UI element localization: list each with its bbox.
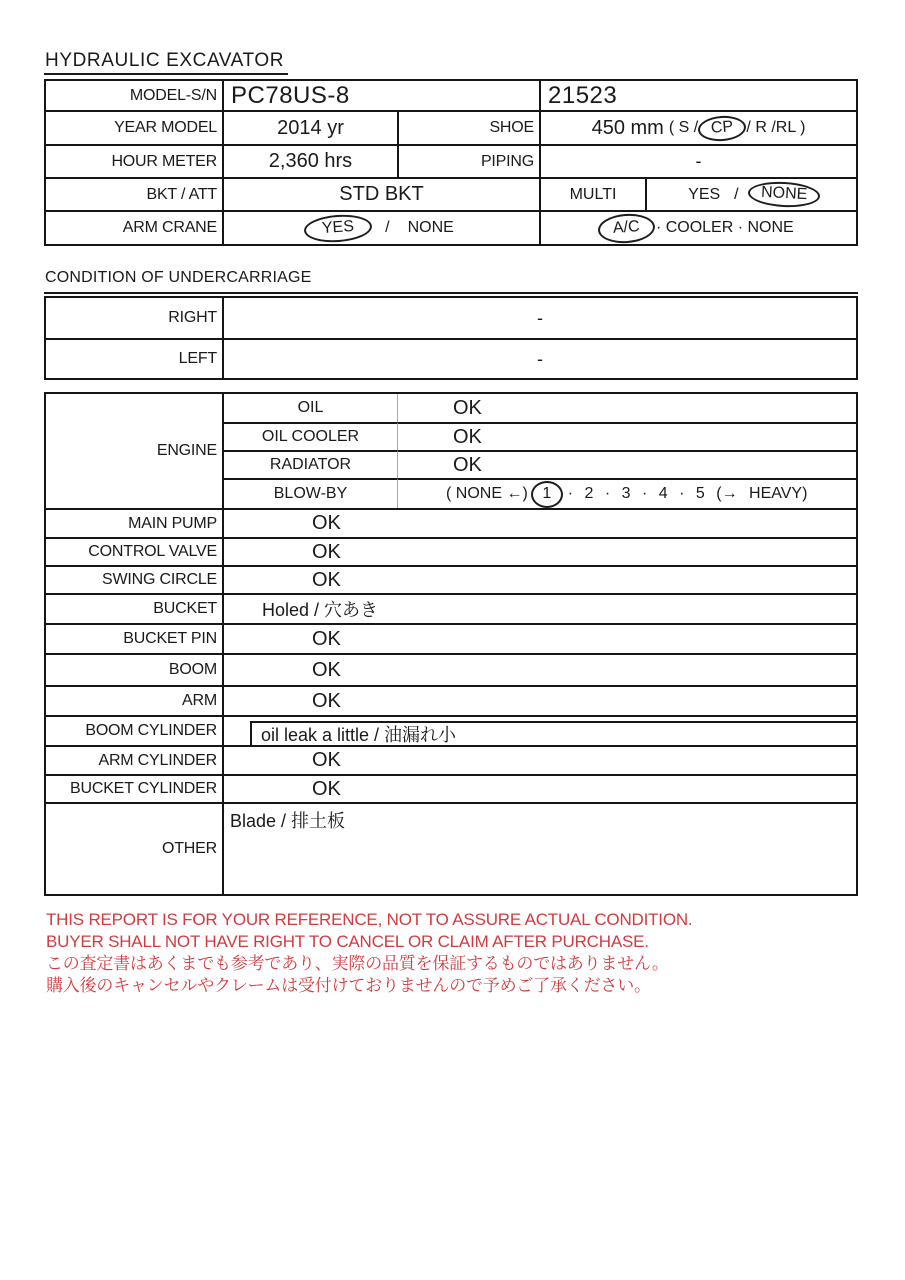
spec-table [44, 79, 858, 246]
model-value: PC78US-8 [222, 81, 539, 110]
bucket-cylinder-value: OK [222, 774, 856, 802]
undercarriage-left-label: LEFT [46, 338, 222, 378]
engine-label: ENGINE [156, 442, 217, 459]
arm-value: OK [222, 685, 856, 715]
bucket-cylinder-label: BUCKET CYLINDER [46, 774, 222, 802]
engine-blowby-scale [397, 478, 856, 508]
undercarriage-right-value: - [222, 298, 856, 338]
multi-label: MULTI [539, 177, 645, 210]
ac-cooler-value [539, 210, 856, 244]
arm-crane-label: ARM CRANE [46, 210, 222, 244]
boom-cylinder-label: BOOM CYLINDER [46, 715, 222, 745]
hour-meter-value: 2,360 hrs [222, 144, 397, 177]
arm-crane-option-none: NONE [407, 219, 454, 236]
multi-separator: / [734, 185, 739, 203]
arm-crane-value [222, 210, 539, 244]
circle-annotation-ac: A/C [597, 212, 656, 245]
engine-radiator-label: RADIATOR [222, 450, 397, 478]
bucket-pin-label: BUCKET PIN [46, 623, 222, 653]
shoe-label: SHOE [397, 110, 539, 144]
year-model-value: 2014 yr [222, 110, 397, 144]
engine-blowby-label: BLOW-BY [222, 478, 397, 508]
bkt-att-value: STD BKT [222, 177, 539, 210]
shoe-value [539, 110, 856, 144]
undercarriage-table [44, 296, 858, 380]
serial-value: 21523 [539, 81, 856, 110]
engine-oil-value: OK [397, 394, 856, 422]
boom-value: OK [222, 653, 856, 685]
shoe-size: 450 mm [591, 116, 664, 139]
arm-label: ARM [46, 685, 222, 715]
disclaimer-line-2: BUYER SHALL NOT HAVE RIGHT TO CANCEL OR CLAIM AFTER PURCHASE. [46, 932, 649, 951]
document [44, 50, 858, 997]
main-pump-label: MAIN PUMP [46, 508, 222, 537]
circle-annotation-multi-none: NONE [747, 180, 820, 209]
year-model-label: YEAR MODEL [46, 110, 222, 144]
disclaimer-line-3: この査定書はあくまでも参考であり、実際の品質を保証するものではありません。 [46, 954, 669, 973]
control-valve-value: OK [222, 537, 856, 565]
other-label: OTHER [46, 802, 222, 894]
undercarriage-right-label: RIGHT [168, 309, 217, 326]
arm-cylinder-value: OK [222, 745, 856, 774]
undercarriage-heading: CONDITION OF UNDERCARRIAGE [44, 269, 858, 294]
blowby-none-end: ( NONE ←) [446, 485, 528, 502]
arm-crane-separator: / [385, 219, 390, 236]
boxed-note: oil leak a little / 油漏れ小 [250, 721, 856, 745]
arm-cylinder-label: ARM CYLINDER [46, 745, 222, 774]
multi-value [645, 177, 856, 210]
page-title: HYDRAULIC EXCAVATOR [44, 50, 288, 75]
shoe-options-prefix: ( S / [668, 119, 699, 136]
model-sn-label: MODEL-S/N [129, 86, 217, 104]
boom-label: BOOM [46, 653, 222, 685]
multi-option-yes: YES [688, 185, 721, 203]
circle-annotation-blowby-1: 1 [531, 481, 563, 508]
disclaimer-line-4: 購入後のキャンセルやクレームは受付けておりませんので予めご了承ください。 [46, 976, 651, 995]
piping-label: PIPING [397, 144, 539, 177]
piping-value: - [539, 144, 856, 177]
engine-oil-label: OIL [222, 394, 397, 422]
main-pump-value: OK [222, 508, 856, 537]
bucket-pin-value: OK [222, 623, 856, 653]
other-value: Blade / 排土板 [222, 802, 856, 894]
swing-circle-value: OK [222, 565, 856, 593]
engine-oil-cooler-label: OIL COOLER [222, 422, 397, 450]
inspection-table [44, 392, 858, 896]
control-valve-label: CONTROL VALVE [46, 537, 222, 565]
bucket-label: BUCKET [46, 593, 222, 623]
blowby-scale-rest: · 2 · 3 · 4 · 5 (→ HEAVY) [567, 485, 808, 502]
circle-annotation-arm-crane-yes: YES [303, 212, 373, 244]
boom-cylinder-value-cell [222, 715, 856, 745]
bucket-value: Holed / 穴あき [222, 593, 856, 623]
bkt-att-label: BKT / ATT [46, 177, 222, 210]
engine-oil-cooler-value: OK [397, 422, 856, 450]
hour-meter-label: HOUR METER [46, 144, 222, 177]
undercarriage-left-value: - [222, 338, 856, 378]
engine-radiator-value: OK [397, 450, 856, 478]
swing-circle-label: SWING CIRCLE [46, 565, 222, 593]
disclaimer [44, 909, 858, 997]
ac-options-rest: · COOLER · NONE [655, 219, 794, 236]
shoe-options-suffix: / R /RL ) [746, 119, 806, 136]
circle-annotation-shoe-cp: CP [697, 114, 747, 142]
disclaimer-line-1: THIS REPORT IS FOR YOUR REFERENCE, NOT TO ASSURE ACTUAL CONDITION. [46, 910, 693, 929]
